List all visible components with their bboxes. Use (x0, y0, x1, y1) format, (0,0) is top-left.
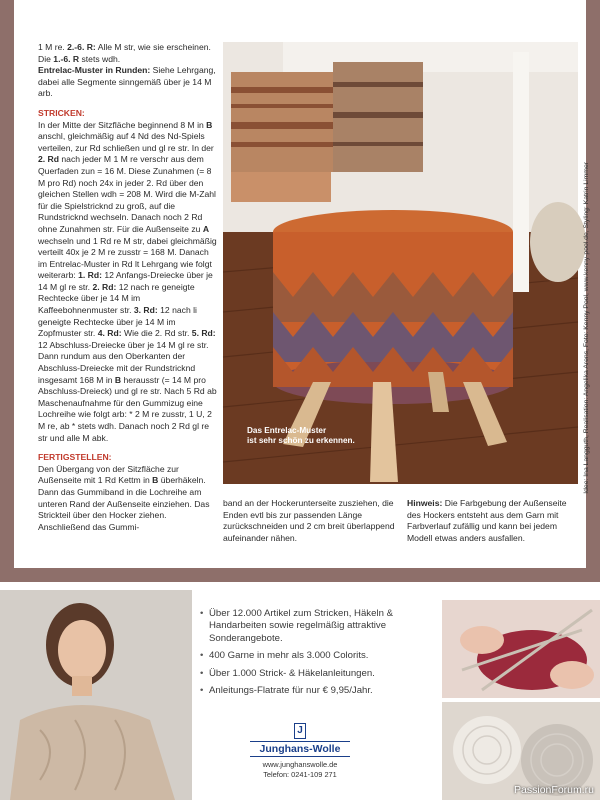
bold-run: 2. Rd: (92, 281, 117, 292)
stool-photo (223, 42, 590, 494)
watermark: PassionForum.ru (514, 784, 594, 796)
brand-name: Junghans-Wolle (250, 741, 350, 757)
paragraph-stricken: In der Mitte der Sitzfläche beginnend 8 M in B anschl, gleichmäßig auf 4 Nd des Nd-Spiels verteilen, zur Rd schließen und gl re str. In der 2. Rd nach jeder M 1 M re verschr aus dem Querfaden zun = 16 M. Diese Zunahmen (= 8 M pro Rd) noch 24x in jeder 2. Rd über den gleichen Stellen wdh = 208 M. Wird die M-Zahl für die Spielstricknd zu groß, auf die Rundstricknd wechseln. Danach noch 2 Rd ohne Zunahmen str. Für die Außenseite zu A wechseln und 1 Rd re M str, dabei gleichmäßig verteilt 40x je 2 M re zusstr = 168 M. Danach im Entrelac-Muster in Rd lt Lehrgang wie folgt weiterarb: 1. Rd: 12 Anfangs-Dreiecke über je 14 M gl re str. 2. Rd: 12 nach re geneigte Rechtecke über je 14 M im Kaffeebohnenmuster str. 3. Rd: 12 nach li geneigte Rechtecke über je 14 M im Zopfmuster str. 4. Rd: Wie die 2. Rd str. 5. Rd: 12 Abschluss-Dreiecke über je 14 M gl re str. Dann rundum aus den Oberkanten der Abschluss-Dreiecke mit der Rundstricknd insgesamt 168 M in B herausstr (= 14 M pro Abschluss-Dreieck) und gl re str. Nach 5 Rd ab Maschenaufnahme für den Gummizug eine Lochreihe wie folgt arb: * 2 M re zusstr, 1 U, 2 M re, ab * stets wdh. Danach noch 2 Rd gl re str und alle M abk. (38, 119, 217, 443)
caption-line-2: ist sehr schön zu erkennen. (247, 436, 355, 445)
hint-column: Hinweis: Die Farbgebung der Außenseite des Hockers entsteht aus dem Garn mit Farbverlauf zufällig und kann bei jedem Modell etwas anders ausfallen. (407, 498, 567, 543)
stool-photo-illustration (223, 42, 578, 484)
feature-item: • Über 1.000 Strick- & Häkelanleitungen. (200, 668, 428, 680)
heading-stricken: STRICKEN: (38, 107, 85, 118)
instructions-column (38, 42, 220, 533)
paragraph-entrelac: Entrelac-Muster in Runden: Siehe Lehrgang, dabei alle Segmente sinngemäß über je 14 M arb. (38, 65, 216, 99)
model-photo (0, 590, 192, 800)
brand-phone: Telefon: 0241-109 271 (263, 770, 337, 779)
feature-item: • Anleitungs-Flatrate für nur € 9,95/Jahr. (200, 685, 428, 697)
bold-run: 1. Rd: (78, 270, 102, 281)
bold-run: 4. Rd: (97, 328, 122, 339)
brand-logo[interactable] (250, 723, 350, 780)
paragraph-fertigstellen: Den Übergang von der Sitzfläche zur Außenseite mit 1 Rd Kettm in B überhäkeln. Dann das Gummiband in die Lochreihe am unteren Rand der Außenseite einziehen. Das Strickteil über den Hocker ziehen. Anschließend das Gummi- (38, 463, 210, 532)
paragraph-pattern-rows: 1 M re. 2.-6. R: Alle M str, wie sie erscheinen. Die 1.-6. R stets wdh. (38, 42, 211, 64)
bold-run: B (206, 119, 213, 130)
caption-line-1: Das Entrelac-Muster (247, 426, 327, 435)
photo-credit: Idee: Ina Langguth, Realisation: Angelika Arens, Foto: Kenny Pool, www.kenny-pool.de, Styling: Katrin Limmer (583, 162, 590, 494)
feature-item: • 400 Garne in mehr als 3.000 Colorits. (200, 650, 428, 662)
knitting-photos (442, 600, 600, 800)
bold-run: B (114, 374, 122, 385)
continuation-column: band an der Hockerunterseite zusziehen, die Enden evtl bis zur passenden Länge zurückschneiden und 2 cm breit überlappend aufeinander nähen. (223, 498, 395, 543)
bold-run: A (202, 223, 210, 234)
article-page (14, 0, 590, 568)
bold-run: B (152, 475, 159, 486)
logo-mark-icon: J (294, 723, 306, 739)
bold-run: 2.-6. R: (67, 42, 96, 52)
photo-caption (247, 426, 355, 446)
bold-run: 1.-6. R (53, 53, 80, 64)
bold-run: Entrelac-Muster in Runden: (38, 65, 151, 76)
bold-run: Hinweis: (407, 498, 443, 508)
knitting-photos-illustration (442, 600, 600, 800)
feature-list (200, 608, 428, 702)
model-photo-illustration (0, 590, 192, 800)
bold-run: 2. Rd (38, 154, 60, 165)
brand-url[interactable]: www.junghanswolle.de (262, 760, 338, 769)
feature-item: • Über 12.000 Artikel zum Stricken, Häkeln & Handarbeiten sowie regelmäßig attraktive Sonderangebote. (200, 608, 428, 645)
bold-run: 3. Rd: (133, 305, 158, 316)
bold-run: 5. Rd: (191, 328, 216, 339)
heading-fertigstellen: FERTIGSTELLEN: (38, 452, 112, 463)
advertisement (0, 590, 600, 800)
